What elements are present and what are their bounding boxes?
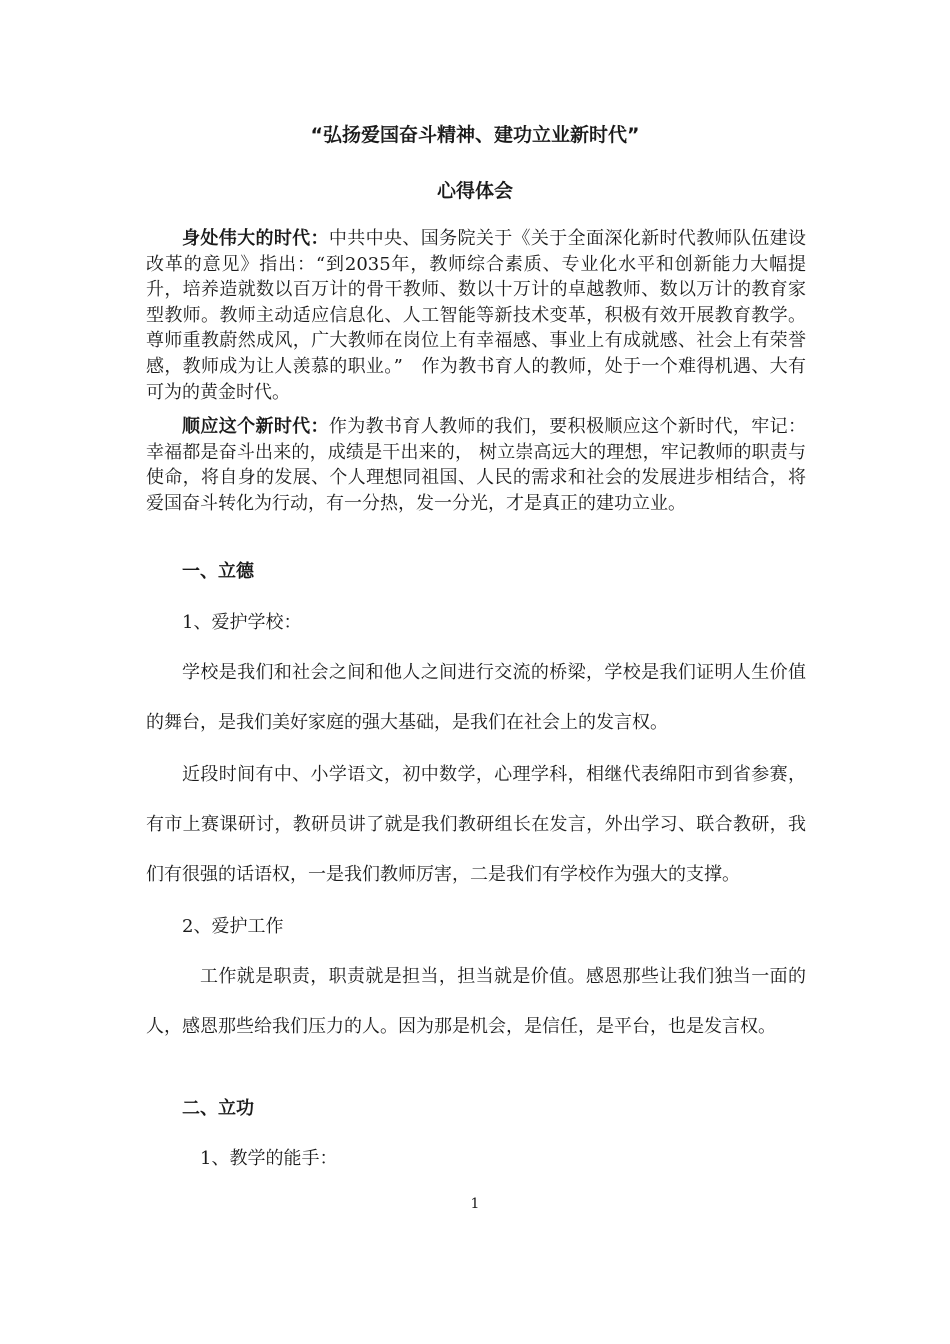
paragraph-recent: 近段时间有中、小学语文，初中数学，心理学科，相继代表绵阳市到省参赛，有市上赛课研讨，教研员讲了就是我们教研组长在发言，外出学习、联合教研，我们有很强的话语权，一是我们教师厉害，二是我们有学校作为强大的支撑。 (146, 764, 806, 885)
section-2-item-1: 1、教学的能手： (200, 1148, 338, 1169)
paragraph-new-era (146, 414, 806, 516)
paragraph-new-era-text: 作为教书育人教师的我们，要积极顺应这个新时代，牢记：幸福都是奋斗出来的，成绩是干出来的， 树立崇高远大的理想，牢记教师的职责与使命，将自身的发展、个人理想同祖国、人民的需求和社会的发展进步相结合，将爱国奋斗转化为行动，有一分热，发一分光，才是真正的建功立业。 (146, 416, 807, 514)
section-heading-2: 二、立功 (182, 1098, 254, 1119)
section-heading-1: 一、立德 (182, 561, 254, 582)
document-title: “弘扬爱国奋斗精神、建功立业新时代” (310, 124, 640, 146)
paragraph-school: 学校是我们和社会之间和他人之间进行交流的桥梁，学校是我们证明人生价值的舞台，是我们美好家庭的强大基础，是我们在社会上的发言权。 (146, 662, 806, 733)
paragraph-work: 工作就是职责，职责就是担当，担当就是价值。感恩那些让我们独当一面的人，感恩那些给我们压力的人。因为那是机会，是信任，是平台，也是发言权。 (146, 966, 806, 1037)
paragraph-era (146, 226, 806, 405)
paragraph-era-lead: 身处伟大的时代： (182, 228, 329, 249)
page-number: 1 (470, 1196, 480, 1212)
paragraph-era-text: 中共中央、国务院关于《关于全面深化新时代教师队伍建设改革的意见》指出：“到2035年，教师综合素质、专业化水平和创新能力大幅提升，培养造就数以百万计的骨干教师、数以十万计的卓越教师、数以万计的教育家型教师。教师主动适应信息化、人工智能等新技术变革，积极有效开展教育教学。尊师重教蔚然成风，广大教师在岗位上有幸福感、事业上有成就感、社会上有荣誉感，教师成为让人羡慕的职业。” 作为教书育人的教师，处于一个难得机遇、大有可为的黄金时代。 (146, 228, 807, 403)
paragraph-new-era-lead: 顺应这个新时代： (182, 416, 329, 437)
document-subtitle: 心得体会 (436, 180, 513, 202)
section-1-item-2: 2、爱护工作 (182, 916, 284, 937)
section-1-item-1: 1、爱护学校： (182, 612, 302, 633)
